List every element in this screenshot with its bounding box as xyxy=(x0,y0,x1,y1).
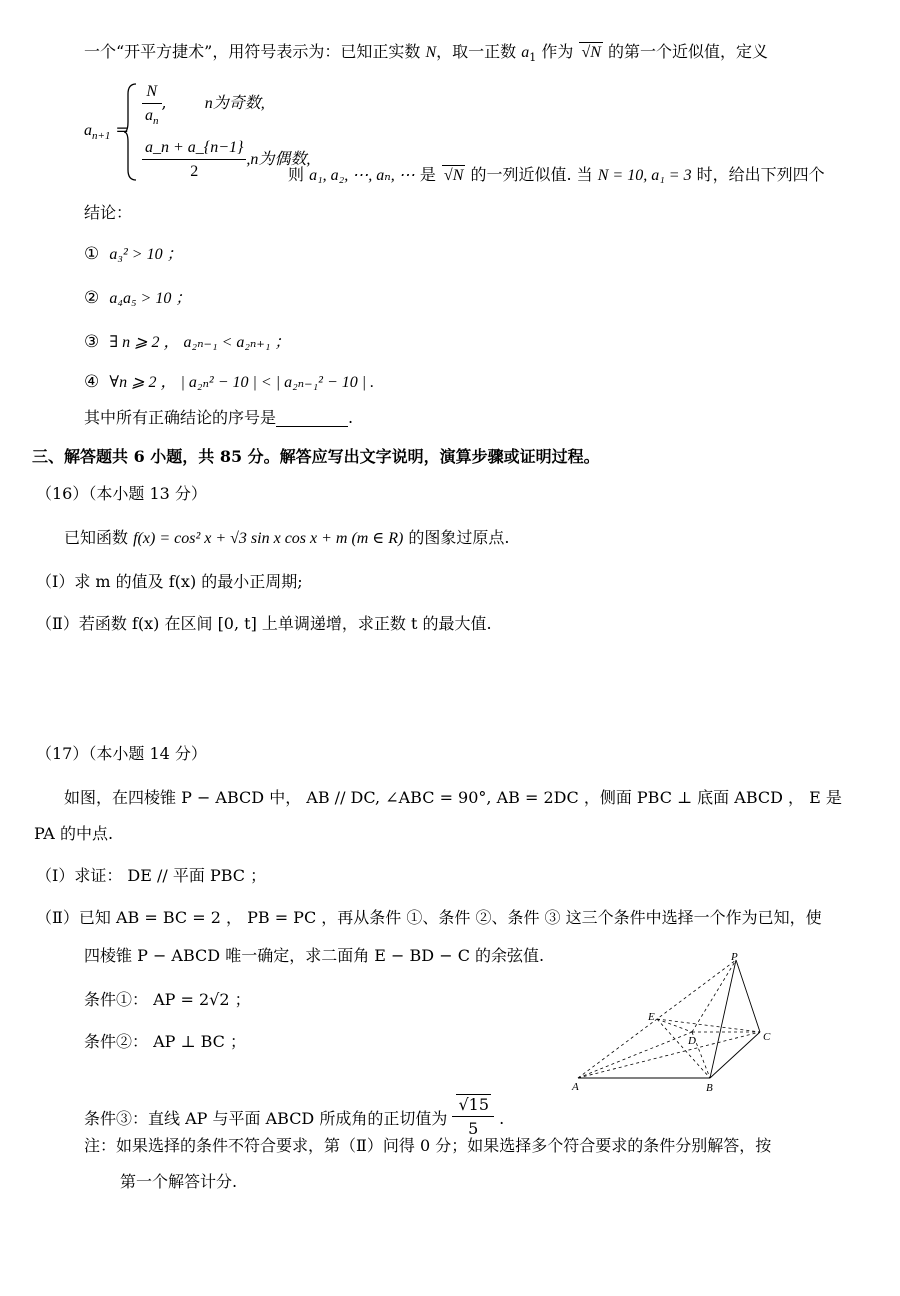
case2-condition: ,n为偶数, xyxy=(246,151,311,169)
diagonal-ac xyxy=(578,1032,760,1078)
pyramid-figure xyxy=(560,948,790,1098)
intro-line xyxy=(84,42,769,65)
var-a-sub: 1 xyxy=(529,51,537,65)
q17-part-2-line-1: （Ⅱ）已知 AB = BC = 2 ， PB = PC ，再从条件 ①、条件 ②、条件 ③ 这三个条件中选择一个作为已知，使 xyxy=(36,908,822,927)
recurrence-lhs: $a_{n+1}$ = xyxy=(84,120,129,143)
q17-condition-2: 条件②： AP ⊥ BC ； xyxy=(84,1032,247,1051)
q17-note-1: 注：如果选择的条件不符合要求，第（Ⅱ）问得 0 分；如果选择多个符合要求的条件分别解答，按 xyxy=(84,1136,772,1155)
edge-bc xyxy=(710,1032,760,1078)
case1-condition: n为奇数, xyxy=(204,95,265,113)
answer-blank[interactable] xyxy=(276,412,348,427)
sequence: a₁, a₂, ⋯, aₙ, ⋯ xyxy=(309,167,415,184)
var-n: N xyxy=(425,44,437,61)
segment-eb xyxy=(657,1019,710,1078)
q16-part-2: （Ⅱ）若函数 f(x) 在区间 [0, t] 上单调递增，求正数 t 的最大值. xyxy=(36,614,492,633)
q17-stem-1: 如图，在四棱锥 P − ABCD 中， AB // DC, ∠ABC = 90°, AB = 2DC ，侧面 PBC ⊥ 底面 ABCD ， E 是 xyxy=(64,788,842,807)
label-e: E xyxy=(648,1011,655,1023)
var-a: a xyxy=(521,44,530,61)
q16-header: （16）（本小题 13 分） xyxy=(36,484,207,503)
intro-text: 一个“开平方捷术”，用符号表示为：已知正实数 xyxy=(84,42,421,61)
edge-pc xyxy=(736,960,760,1032)
q17-note-2: 第一个解答计分. xyxy=(120,1172,238,1191)
q17-part-2-line-2: 四棱锥 P − ABCD 唯一确定，求二面角 E − BD − C 的余弦值. xyxy=(84,946,545,965)
label-c: C xyxy=(763,1031,771,1043)
item-3: ③ ∃ n ⩾ 2 ， a₂ₙ₋₁ < a₂ₙ₊₁ ； xyxy=(84,332,291,352)
recurrence-tail: 则 a₁, a₂, ⋯, aₙ, ⋯ 是 √N 的一列近似值. 当 N = 10, a₁ = 3 时，给出下列四个 xyxy=(288,165,825,184)
item-1: ① a₃² > 10 ； xyxy=(84,244,183,264)
q17-stem-2: PA 的中点. xyxy=(34,824,114,843)
section-3-title: 三、解答题共 6 小题，共 85 分。解答应写出文字说明，演算步骤或证明过程。 xyxy=(32,447,600,466)
case1-fraction: $\frac{N}{a_n}$ xyxy=(142,82,162,125)
segment-ed xyxy=(657,1019,692,1032)
q16-stem: 已知函数 f(x) = cos² x + √3 sin x cos x + m (m ∈ R) 的图象过原点. xyxy=(64,528,510,547)
q17-condition-3: 条件③：直线 AP 与平面 ABCD 所成角的正切值为 $\frac{√15}{5}$ . xyxy=(84,1095,505,1139)
given-values: N = 10, a₁ = 3 xyxy=(597,167,692,184)
cond3-fraction: $\frac{√15}{5}$ xyxy=(452,1094,494,1138)
question-tail: 其中所有正确结论的序号是 . xyxy=(84,408,354,427)
q17-part-1: （Ⅰ）求证： DE // 平面 PBC ； xyxy=(36,866,267,885)
label-p: P xyxy=(731,951,738,963)
intro-text-4: 的第一个近似值，定义 xyxy=(608,42,769,61)
item-2: ② a₄a₅ > 10 ； xyxy=(84,288,192,308)
case-2 xyxy=(142,138,310,181)
label-d: D xyxy=(688,1035,696,1047)
edge-pb xyxy=(710,960,736,1078)
q16-part-1: （Ⅰ）求 m 的值及 f(x) 的最小正周期; xyxy=(36,572,303,591)
label-b: B xyxy=(706,1082,713,1094)
intro-text-2: ，取一正数 xyxy=(436,42,517,61)
item-4: ④ ∀n ⩾ 2 ， | a₂ₙ² − 10 | < | a₂ₙ₋₁² − 10 | . xyxy=(84,372,375,392)
case-brace xyxy=(124,82,138,182)
edge-pd xyxy=(692,960,736,1032)
case2-fraction: $\frac{a\_n + a\_\{n-1\}}{2}$ xyxy=(142,138,246,181)
q17-header: （17）（本小题 14 分） xyxy=(36,744,207,763)
q16-formula: f(x) = cos² x + √3 sin x cos x + m (m ∈ R) xyxy=(133,530,404,547)
conclusion-lead: 结论： xyxy=(84,203,133,222)
q17-condition-1: 条件①： AP = 2√2 ； xyxy=(84,990,251,1009)
label-a: A xyxy=(572,1081,579,1093)
intro-text-3: 作为 xyxy=(541,42,574,61)
sqrt-n: √N xyxy=(581,44,601,61)
case-1: $\frac{N}{a_n}$ , n为奇数, xyxy=(142,82,265,125)
segment-ec xyxy=(657,1019,760,1032)
